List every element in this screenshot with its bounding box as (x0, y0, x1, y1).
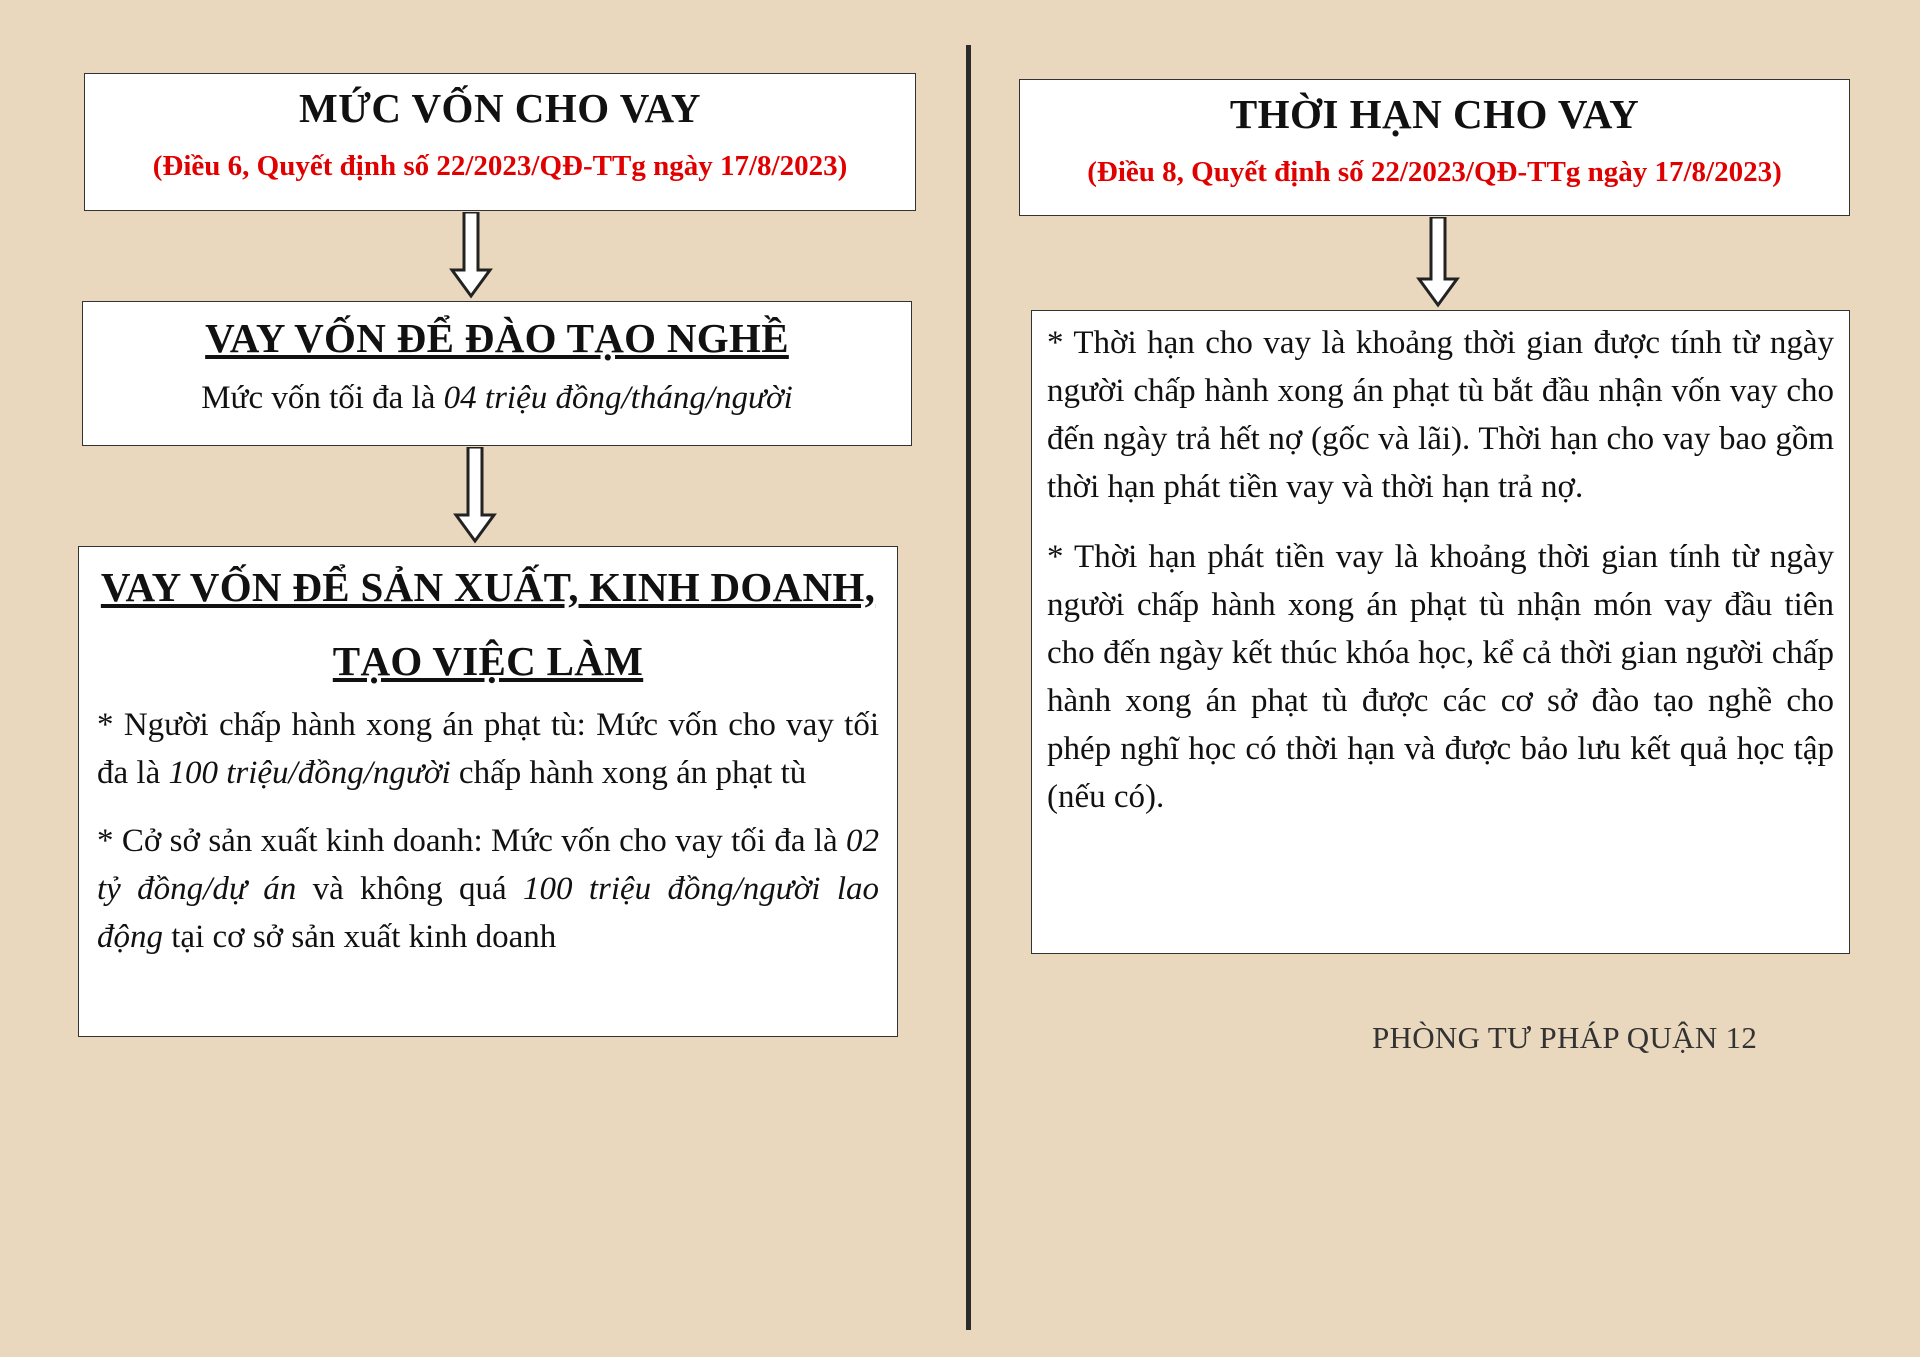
footer-office-name: PHÒNG TƯ PHÁP QUẬN 12 (1372, 1020, 1758, 1055)
loan-term-paragraph-2: * Thời hạn phát tiền vay là khoảng thời gian tính từ ngày người chấp hành xong án phạt tù nhận món vay đầu tiên cho đến ngày kết thúc khóa học, kể cả thời gian người chấp hành xong án phạt tù được các cơ sở đào tạo nghề cho phép nghĩ học có thời hạn và được bảo lưu kết quả học tập (nếu có). (1047, 539, 1834, 815)
loan-term-paragraph-1: * Thời hạn cho vay là khoảng thời gian được tính từ ngày người chấp hành xong án phạt tù bắt đầu nhận vốn vay cho đến ngày trả hết nợ (gốc và lãi). Thời hạn cho vay bao gồm thời hạn phát tiền vay và thời hạn trả nợ. (1047, 325, 1834, 505)
item2-amount-project: 02 tỷ đồng/dự án (97, 823, 879, 907)
down-arrow-icon (452, 447, 498, 545)
vocational-training-box (82, 301, 912, 446)
item2-middle: và không quá (296, 871, 523, 907)
loan-term-reference: (Điều 8, Quyết định số 22/2023/QĐ-TTg ngày 17/8/2023) (1087, 156, 1782, 188)
down-arrow-icon (448, 212, 494, 300)
item1-amount: 100 triệu/đồng/người (168, 755, 451, 791)
loan-term-header-box (1019, 79, 1850, 216)
production-item-business (97, 817, 879, 961)
production-business-box (78, 546, 898, 1037)
loan-term-content-box (1031, 310, 1850, 954)
item1-suffix: chấp hành xong án phạt tù (450, 755, 807, 791)
item1-prefix: * Người chấp hành xong án phạt tù: Mức vốn cho vay tối đa là (97, 707, 879, 791)
item2-suffix: tại cơ sở sản xuất kinh doanh (163, 919, 557, 955)
loan-term-title: THỜI HẠN CHO VAY (1229, 91, 1640, 137)
down-arrow-icon (1415, 217, 1461, 309)
vocational-text-amount: 04 triệu đồng/tháng/người (443, 380, 793, 416)
item2-amount-worker: 100 triệu đồng/người lao động (97, 871, 879, 955)
column-divider (966, 45, 971, 1330)
production-heading-line2: TẠO VIỆC LÀM (332, 638, 644, 684)
production-heading-line1: VAY VỐN ĐỂ SẢN XUẤT, KINH DOANH, (100, 564, 876, 610)
loan-amount-header-box (84, 73, 916, 211)
vocational-text-prefix: Mức vốn tối đa là (201, 380, 444, 416)
loan-amount-reference: (Điều 6, Quyết định số 22/2023/QĐ-TTg ngày 17/8/2023) (152, 150, 848, 182)
loan-amount-title: MỨC VỐN CHO VAY (299, 85, 701, 131)
vocational-training-heading: VAY VỐN ĐỂ ĐÀO TẠO NGHỀ (205, 315, 789, 361)
vocational-training-text (83, 380, 911, 417)
item2-prefix: * Cở sở sản xuất kinh doanh: Mức vốn cho vay tối đa là (97, 823, 846, 859)
production-item-released-prisoner (97, 701, 879, 797)
